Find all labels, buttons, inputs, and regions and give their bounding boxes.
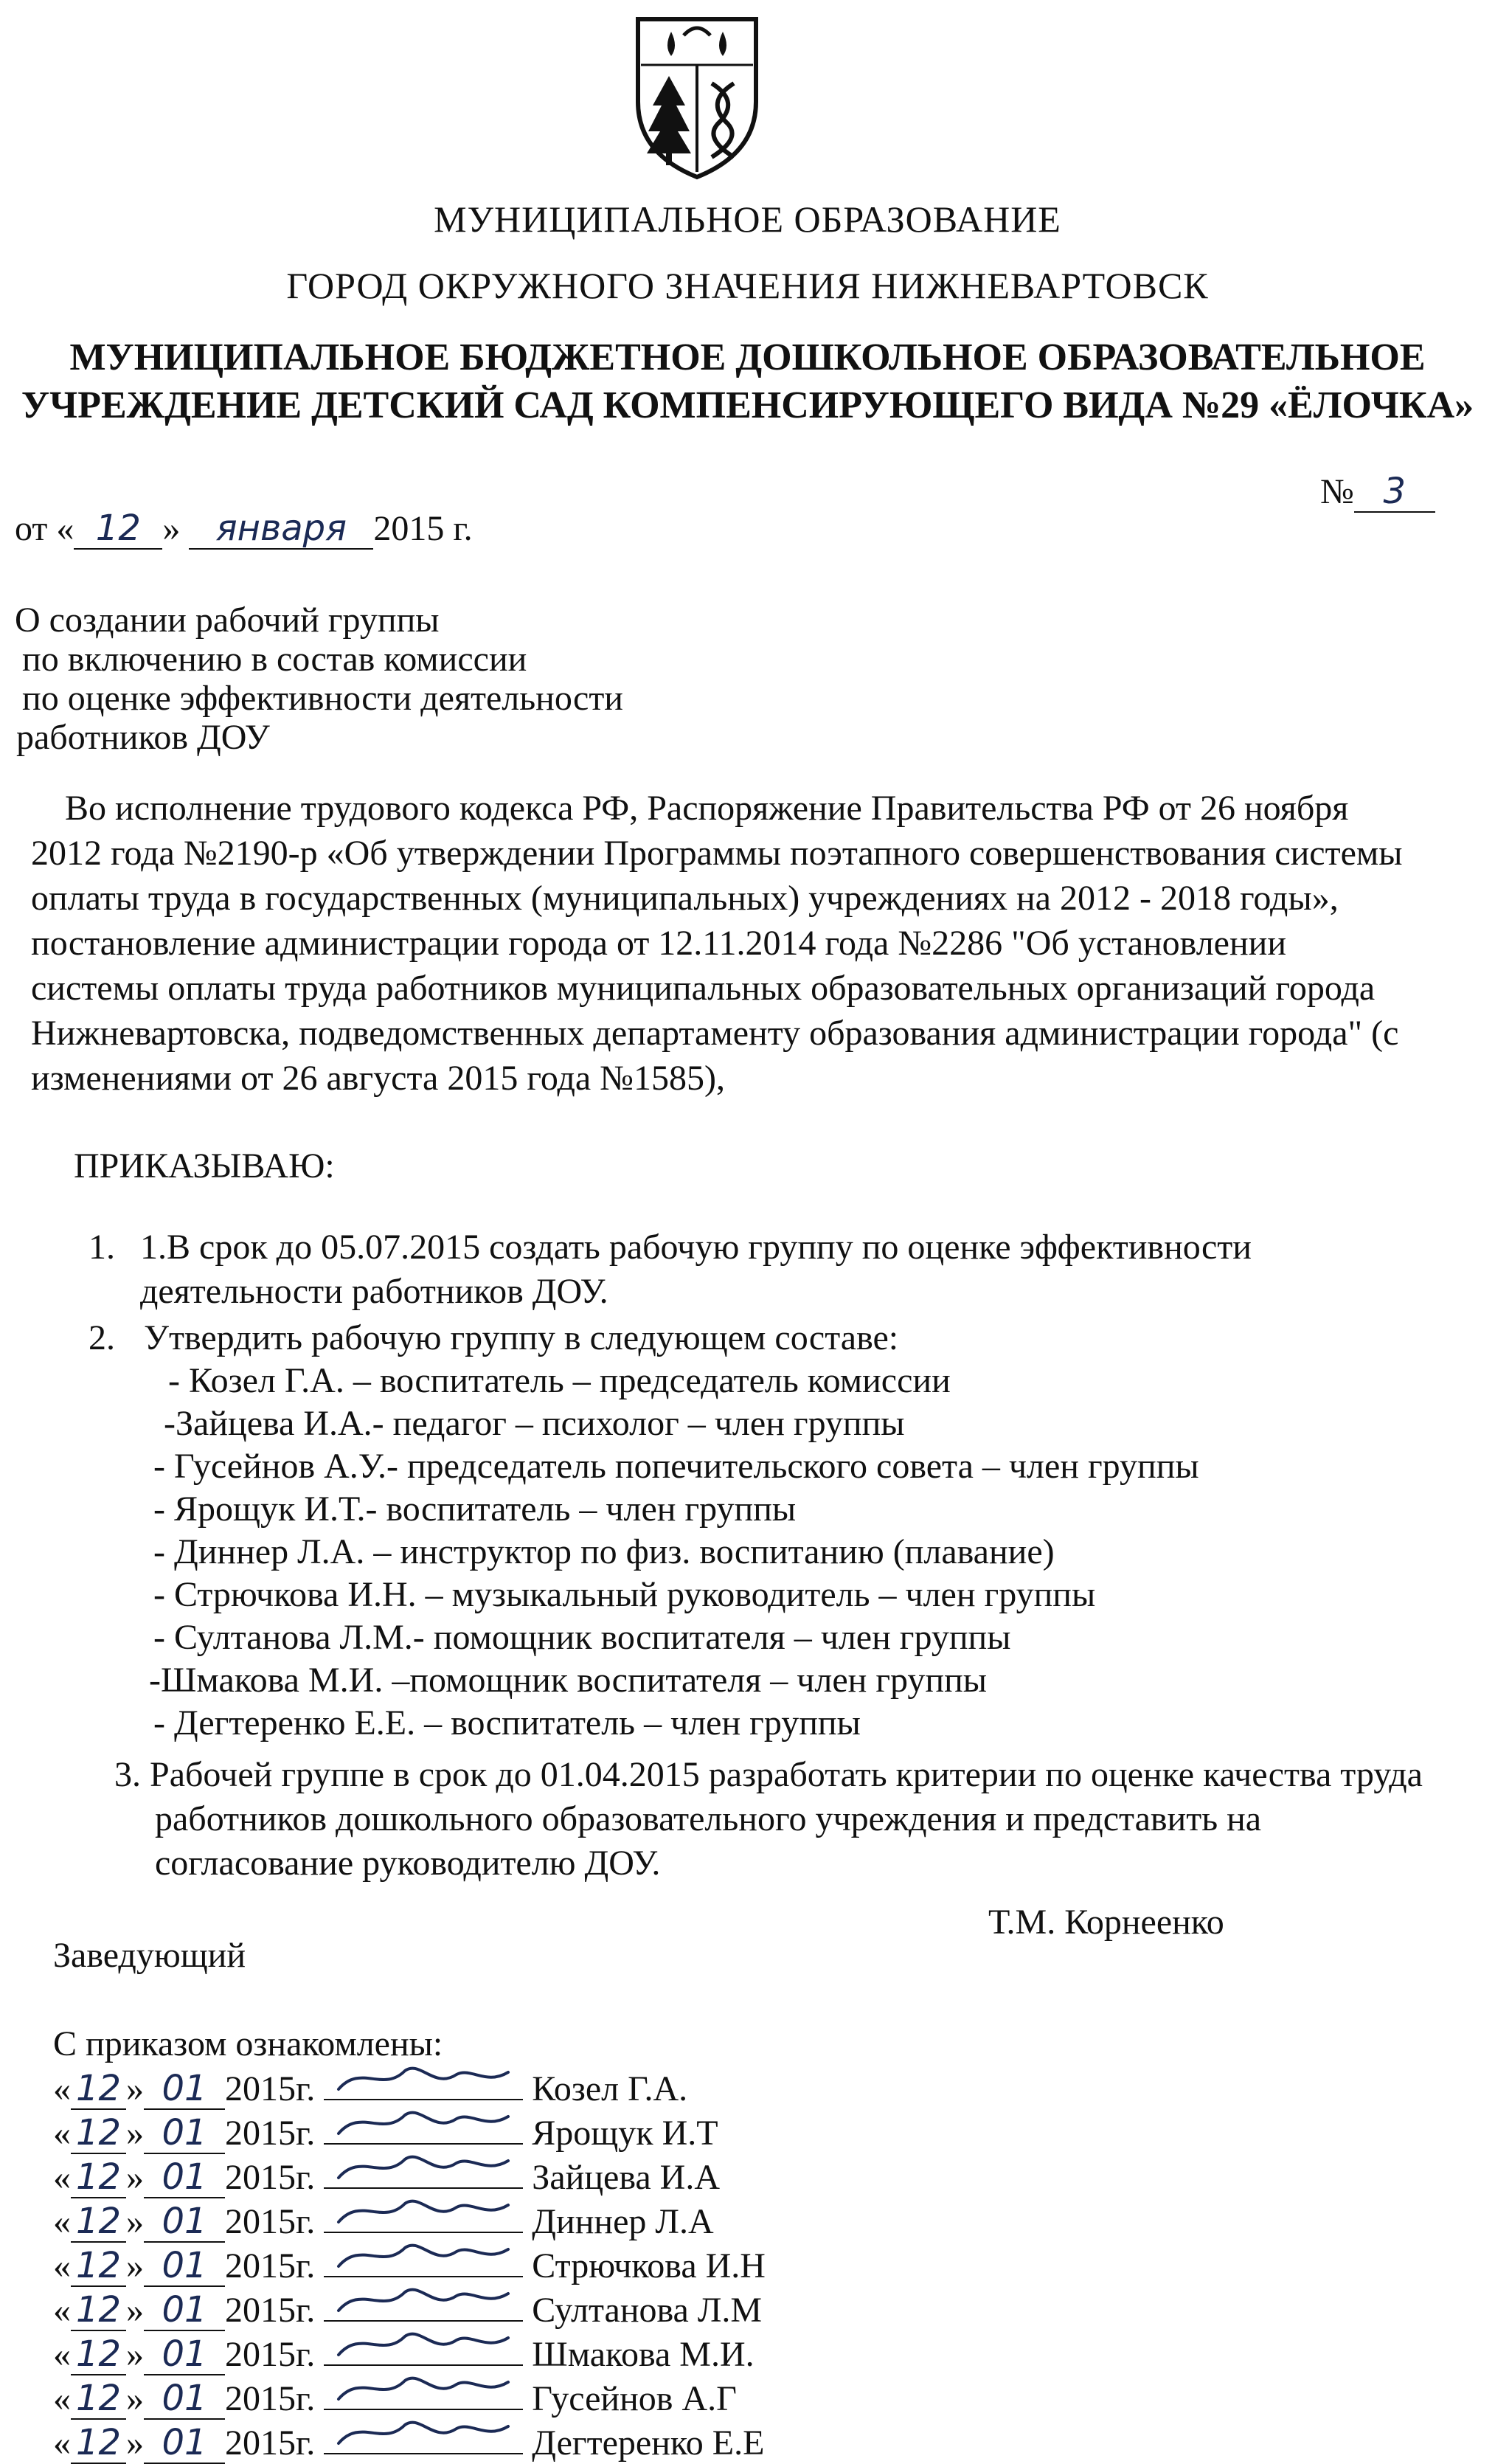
ack-name: Диннер Л.А bbox=[532, 2202, 714, 2241]
signature-line bbox=[324, 2291, 523, 2322]
ack-day: 12 bbox=[71, 2069, 126, 2110]
ack-row: « 12 » 01 2015г. Козел Г.А. bbox=[53, 2069, 687, 2110]
member-2: -Зайцева И.А.- педагог – психолог – член группы bbox=[164, 1404, 905, 1443]
ack-name: Козел Г.А. bbox=[532, 2069, 688, 2108]
date-day: 12 bbox=[74, 509, 162, 550]
ack-heading: С приказом ознакомлены: bbox=[53, 2024, 443, 2063]
ack-row: « 12 » 01 2015г. Шмакова М.И. bbox=[53, 2335, 755, 2375]
ack-day: 12 bbox=[71, 2246, 126, 2287]
ack-day: 12 bbox=[71, 2158, 126, 2198]
subject-line-4: работников ДОУ bbox=[16, 718, 270, 757]
ack-day: 12 bbox=[71, 2291, 126, 2331]
signature-line bbox=[324, 2114, 523, 2145]
ack-row: « 12 » 01 2015г. Стрючкова И.Н bbox=[53, 2246, 766, 2287]
ack-row: « 12 » 01 2015г. Дегтеренко Е.Е bbox=[53, 2423, 764, 2464]
ack-year: 2015г. bbox=[225, 2158, 316, 2197]
ack-year: 2015г. bbox=[225, 2379, 316, 2418]
member-6: - Стрючкова И.Н. – музыкальный руководитель – член группы bbox=[153, 1575, 1096, 1614]
member-5: - Диннер Л.А. – инструктор по физ. воспитанию (плавание) bbox=[153, 1532, 1055, 1571]
ack-day: 12 bbox=[71, 2423, 126, 2464]
ack-year: 2015г. bbox=[225, 2335, 316, 2374]
number-value: 3 bbox=[1354, 472, 1435, 513]
item-2-number: 2. bbox=[89, 1318, 115, 1357]
body-line-3: оплаты труда в государственных (муниципальных) учреждениях на 2012 - 2018 годы», bbox=[31, 879, 1339, 918]
ack-month: 01 bbox=[144, 2114, 225, 2154]
ack-name: Стрючкова И.Н bbox=[532, 2246, 766, 2285]
head-name: Т.М. Корнеенко bbox=[988, 1903, 1224, 1942]
handwritten-signature bbox=[331, 2277, 523, 2322]
body-line-1: Во исполнение трудового кодекса РФ, Распоряжение Правительства РФ от 26 ноября bbox=[65, 789, 1349, 828]
order-date bbox=[15, 509, 473, 550]
handwritten-signature bbox=[331, 2366, 523, 2410]
date-prefix: от « bbox=[15, 509, 74, 548]
organization-name-line-1: МУНИЦИПАЛЬНОЕ БЮДЖЕТНОЕ ДОШКОЛЬНОЕ ОБРАЗОВАТЕЛЬНОЕ bbox=[69, 336, 1426, 378]
city-heading: ГОРОД ОКРУЖНОГО ЗНАЧЕНИЯ НИЖНЕВАРТОВСК bbox=[286, 265, 1209, 306]
ack-day: 12 bbox=[71, 2114, 126, 2154]
item-1-line-2: деятельности работников ДОУ. bbox=[140, 1272, 608, 1311]
subject-line-1: О создании рабочий группы bbox=[15, 601, 440, 640]
item-3-line-1: 3. Рабочей группе в срок до 01.04.2015 разработать критерии по оценке качества труда bbox=[114, 1755, 1423, 1794]
member-9: - Дегтеренко Е.Е. – воспитатель – член группы bbox=[153, 1703, 861, 1743]
number-label: № bbox=[1320, 472, 1354, 511]
ack-day: 12 bbox=[71, 2379, 126, 2420]
ack-year: 2015г. bbox=[225, 2114, 316, 2153]
member-8: -Шмакова М.И. –помощник воспитателя – член группы bbox=[149, 1661, 988, 1700]
body-line-5: системы оплаты труда работников муниципальных образовательных организаций города bbox=[31, 969, 1376, 1008]
body-line-2: 2012 года №2190-р «Об утверждении Программы поэтапного совершенствования системы bbox=[31, 834, 1403, 873]
handwritten-signature bbox=[331, 2322, 523, 2366]
item-2-text: Утвердить рабочую группу в следующем составе: bbox=[144, 1318, 899, 1357]
order-number bbox=[1320, 472, 1435, 513]
organization-name-line-2: УЧРЕЖДЕНИЕ ДЕТСКИЙ САД КОМПЕНСИРУЮЩЕГО ВИДА №29 «ЁЛОЧКА» bbox=[21, 384, 1474, 426]
handwritten-signature bbox=[331, 2100, 523, 2145]
member-7: - Султанова Л.М.- помощник воспитателя – член группы bbox=[153, 1618, 1011, 1657]
ack-name: Султанова Л.М bbox=[532, 2291, 763, 2330]
member-4: - Ярощук И.Т.- воспитатель – член группы bbox=[153, 1489, 797, 1529]
ack-row: « 12 » 01 2015г. Ярощук И.Т bbox=[53, 2114, 718, 2154]
ack-name: Гусейнов А.Г bbox=[532, 2379, 737, 2418]
ack-row: « 12 » 01 2015г. Зайцева И.А bbox=[53, 2158, 720, 2198]
ack-month: 01 bbox=[144, 2379, 225, 2420]
signature-line bbox=[324, 2246, 523, 2277]
signature-line bbox=[324, 2069, 523, 2100]
municipality-heading: МУНИЦИПАЛЬНОЕ ОБРАЗОВАНИЕ bbox=[434, 198, 1061, 240]
ack-year: 2015г. bbox=[225, 2423, 316, 2463]
ack-name: Зайцева И.А bbox=[532, 2158, 720, 2197]
ack-year: 2015г. bbox=[225, 2246, 316, 2285]
subject-line-3: по оценке эффективности деятельности bbox=[22, 679, 623, 718]
date-year: 2015 г. bbox=[373, 509, 473, 548]
ack-month: 01 bbox=[144, 2202, 225, 2243]
item-1-line-1: 1.В срок до 05.07.2015 создать рабочую группу по оценке эффективности bbox=[140, 1228, 1252, 1267]
signature-line bbox=[324, 2202, 523, 2233]
item-3-line-3: согласование руководителю ДОУ. bbox=[155, 1844, 661, 1883]
head-title: Заведующий bbox=[53, 1936, 246, 1975]
date-month: января bbox=[189, 509, 373, 550]
order-word: ПРИКАЗЫВАЮ: bbox=[74, 1146, 335, 1186]
ack-year: 2015г. bbox=[225, 2069, 316, 2108]
body-line-7: изменениями от 26 августа 2015 года №1585), bbox=[31, 1059, 725, 1098]
item-3-line-2: работников дошкольного образовательного учреждения и представить на bbox=[155, 1799, 1262, 1838]
ack-month: 01 bbox=[144, 2158, 225, 2198]
handwritten-signature bbox=[331, 2189, 523, 2233]
ack-month: 01 bbox=[144, 2291, 225, 2331]
ack-row: « 12 » 01 2015г. Диннер Л.А bbox=[53, 2202, 714, 2243]
signature-line bbox=[324, 2379, 523, 2410]
subject-line-2: по включению в состав комиссии bbox=[22, 640, 527, 679]
signature-line bbox=[324, 2158, 523, 2189]
body-line-6: Нижневартовска, подведомственных департаменту образования администрации города" (с bbox=[31, 1014, 1399, 1053]
signature-line bbox=[324, 2423, 523, 2454]
handwritten-signature bbox=[331, 2233, 523, 2277]
coat-of-arms-emblem bbox=[631, 13, 763, 183]
member-1: - Козел Г.А. – воспитатель – председатель комиссии bbox=[168, 1361, 951, 1400]
ack-year: 2015г. bbox=[225, 2291, 316, 2330]
body-line-4: постановление администрации города от 12.11.2014 года №2286 "Об установлении bbox=[31, 924, 1287, 963]
ack-day: 12 bbox=[71, 2202, 126, 2243]
ack-month: 01 bbox=[144, 2335, 225, 2375]
item-1-number: 1. bbox=[89, 1228, 115, 1267]
ack-month: 01 bbox=[144, 2423, 225, 2464]
ack-name: Шмакова М.И. bbox=[532, 2335, 755, 2374]
ack-row: « 12 » 01 2015г. Гусейнов А.Г bbox=[53, 2379, 737, 2420]
ack-year: 2015г. bbox=[225, 2202, 316, 2241]
ack-month: 01 bbox=[144, 2246, 225, 2287]
ack-day: 12 bbox=[71, 2335, 126, 2375]
handwritten-signature bbox=[331, 2145, 523, 2189]
ack-name: Дегтеренко Е.Е bbox=[532, 2423, 765, 2463]
ack-month: 01 bbox=[144, 2069, 225, 2110]
ack-name: Ярощук И.Т bbox=[532, 2114, 718, 2153]
ack-row: « 12 » 01 2015г. Султанова Л.М bbox=[53, 2291, 762, 2331]
handwritten-signature bbox=[331, 2056, 523, 2100]
signature-line bbox=[324, 2335, 523, 2366]
date-mid: » bbox=[162, 509, 181, 548]
handwritten-signature bbox=[331, 2410, 523, 2454]
member-3: - Гусейнов А.У.- председатель попечительского совета – член группы bbox=[153, 1447, 1199, 1486]
